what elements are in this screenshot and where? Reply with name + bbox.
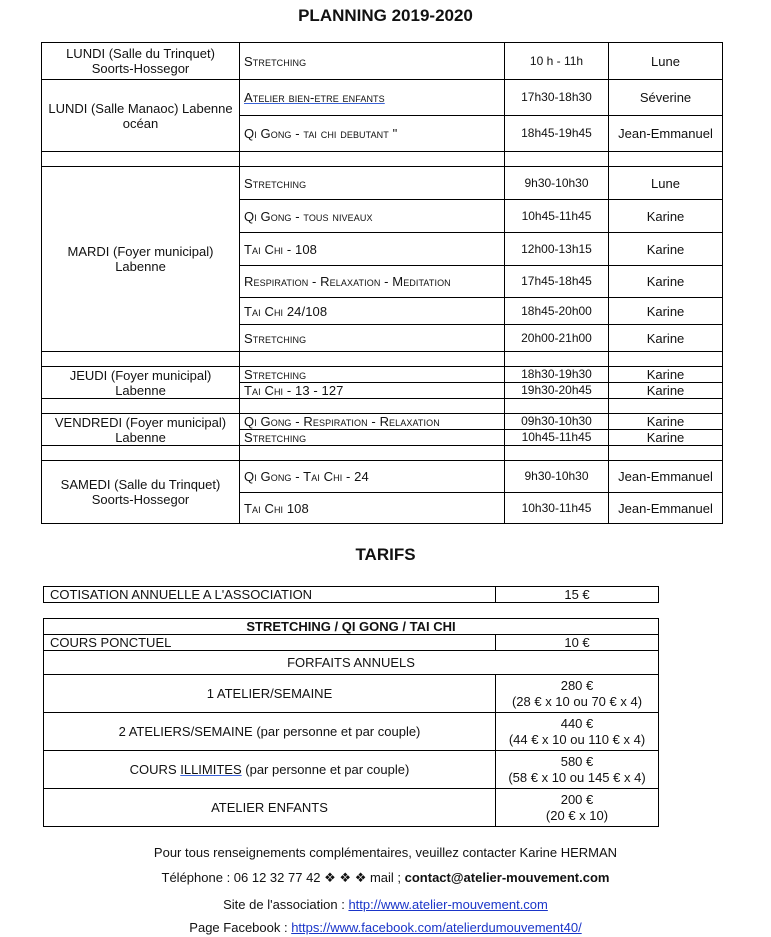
email-link[interactable]: contact@atelier-mouvement.com bbox=[404, 870, 610, 885]
teacher-cell: Jean-Emmanuel bbox=[609, 461, 723, 493]
forfait-price-cell bbox=[496, 675, 659, 713]
activity-cell: Qi Gong - Respiration - Relaxation bbox=[240, 414, 505, 430]
activity-cell bbox=[240, 80, 505, 116]
forfait-price: 580 € bbox=[560, 753, 594, 769]
day-cell: MARDI (Foyer municipal) Labenne bbox=[42, 167, 240, 352]
forfait-price: 440 € bbox=[560, 715, 594, 731]
forfait-label bbox=[44, 751, 496, 789]
site-line bbox=[0, 897, 771, 912]
activity-cell: Stretching bbox=[240, 367, 505, 383]
forfaits-label: FORFAITS ANNUELS bbox=[44, 651, 659, 675]
teacher-cell: Séverine bbox=[609, 80, 723, 116]
table-row bbox=[42, 80, 723, 116]
table-row bbox=[44, 675, 659, 713]
tarifs-table bbox=[43, 618, 659, 827]
activity-cell: Stretching bbox=[240, 167, 505, 200]
ponctuel-price: 10 € bbox=[496, 635, 659, 651]
activity-cell: Qi Gong - tai chi debutant " bbox=[240, 116, 505, 152]
forfait-detail: (20 € x 10) bbox=[545, 807, 609, 823]
forfait-price: 280 € bbox=[560, 677, 594, 693]
tarifs-title: TARIFS bbox=[355, 545, 416, 564]
table-row bbox=[44, 635, 659, 651]
forfait-detail: (58 € x 10 ou 145 € x 4) bbox=[508, 769, 646, 785]
time-cell: 18h30-19h30 bbox=[505, 367, 609, 383]
teacher-cell: Karine bbox=[609, 430, 723, 446]
facebook-label: Page Facebook : bbox=[189, 920, 292, 935]
facebook-line bbox=[0, 920, 771, 935]
tarifs-header: STRETCHING / QI GONG / TAI CHI bbox=[44, 619, 659, 635]
table-row bbox=[42, 414, 723, 430]
table-row bbox=[44, 789, 659, 827]
day-cell: LUNDI (Salle du Trinquet) Soorts-Hossegor bbox=[42, 43, 240, 80]
spacer-row bbox=[42, 352, 723, 367]
forfait-price-cell bbox=[496, 789, 659, 827]
activity-cell: Tai Chi 24/108 bbox=[240, 298, 505, 325]
diamond-icons: ❖ ❖ ❖ bbox=[324, 870, 367, 885]
forfait-label-part: COURS bbox=[129, 762, 181, 777]
activity-cell: Tai Chi 108 bbox=[240, 493, 505, 524]
teacher-cell: Lune bbox=[609, 167, 723, 200]
forfait-label: 2 ATELIERS/SEMAINE (par personne et par couple) bbox=[44, 713, 496, 751]
activity-cell: Tai Chi - 13 - 127 bbox=[240, 383, 505, 399]
teacher-cell: Lune bbox=[609, 43, 723, 80]
planning-table bbox=[41, 42, 723, 524]
day-cell: JEUDI (Foyer municipal) Labenne bbox=[42, 367, 240, 399]
activity-cell: Qi Gong - tous niveaux bbox=[240, 200, 505, 233]
forfait-label-part: (par personne et par couple) bbox=[241, 762, 410, 777]
contact-line bbox=[0, 870, 771, 886]
table-row bbox=[44, 651, 659, 675]
teacher-cell: Karine bbox=[609, 383, 723, 399]
activity-cell: Stretching bbox=[240, 430, 505, 446]
forfait-label-part: ILLIMITES bbox=[180, 762, 242, 777]
forfait-label: ATELIER ENFANTS bbox=[44, 789, 496, 827]
mail-label: mail ; bbox=[366, 870, 405, 885]
forfait-price-cell bbox=[496, 713, 659, 751]
cotisation-price: 15 € bbox=[496, 587, 659, 603]
teacher-cell: Karine bbox=[609, 414, 723, 430]
spacer-row bbox=[42, 152, 723, 167]
table-row bbox=[42, 43, 723, 80]
facebook-link[interactable]: https://www.facebook.com/atelierdumouvement40/ bbox=[291, 920, 582, 935]
time-cell: 9h30-10h30 bbox=[505, 167, 609, 200]
planning-title: PLANNING 2019-2020 bbox=[298, 6, 473, 25]
activity-cell: Respiration - Relaxation - Meditation bbox=[240, 266, 505, 298]
teacher-cell: Jean-Emmanuel bbox=[609, 493, 723, 524]
time-cell: 18h45-20h00 bbox=[505, 298, 609, 325]
table-row bbox=[44, 713, 659, 751]
day-cell: VENDREDI (Foyer municipal) Labenne bbox=[42, 414, 240, 446]
teacher-cell: Karine bbox=[609, 200, 723, 233]
site-label: Site de l'association : bbox=[223, 897, 349, 912]
time-cell: 9h30-10h30 bbox=[505, 461, 609, 493]
day-cell: LUNDI (Salle Manaoc) Labenne océan bbox=[42, 80, 240, 152]
time-cell: 10h30-11h45 bbox=[505, 493, 609, 524]
teacher-cell: Karine bbox=[609, 298, 723, 325]
table-row bbox=[42, 167, 723, 200]
activity-cell: Stretching bbox=[240, 325, 505, 352]
teacher-cell: Karine bbox=[609, 266, 723, 298]
cotisation-table bbox=[43, 586, 659, 603]
activity-cell: Tai Chi - 108 bbox=[240, 233, 505, 266]
table-row bbox=[42, 367, 723, 383]
table-row bbox=[44, 587, 659, 603]
cotisation-label: COTISATION ANNUELLE A L'ASSOCIATION bbox=[44, 587, 496, 603]
phone-label: Téléphone : 06 12 32 77 42 bbox=[161, 870, 325, 885]
time-cell: 18h45-19h45 bbox=[505, 116, 609, 152]
forfait-label: 1 ATELIER/SEMAINE bbox=[44, 675, 496, 713]
activity-cell: Stretching bbox=[240, 43, 505, 80]
time-cell: 10 h - 11h bbox=[505, 43, 609, 80]
forfait-detail: (44 € x 10 ou 110 € x 4) bbox=[508, 731, 646, 747]
teacher-cell: Jean-Emmanuel bbox=[609, 116, 723, 152]
time-cell: 19h30-20h45 bbox=[505, 383, 609, 399]
spacer-row bbox=[42, 399, 723, 414]
table-row bbox=[44, 751, 659, 789]
time-cell: 12h00-13h15 bbox=[505, 233, 609, 266]
forfait-detail: (28 € x 10 ou 70 € x 4) bbox=[511, 693, 643, 709]
table-row bbox=[42, 461, 723, 493]
table-row bbox=[44, 619, 659, 635]
time-cell: 17h30-18h30 bbox=[505, 80, 609, 116]
info-line: Pour tous renseignements complémentaires, veuillez contacter Karine HERMAN bbox=[153, 845, 618, 860]
time-cell: 10h45-11h45 bbox=[505, 200, 609, 233]
time-cell: 09h30-10h30 bbox=[505, 414, 609, 430]
time-cell: 20h00-21h00 bbox=[505, 325, 609, 352]
forfait-price-cell bbox=[496, 751, 659, 789]
forfait-price: 200 € bbox=[560, 791, 594, 807]
activity-text: Atelier bien-etre enfants bbox=[244, 90, 385, 105]
day-cell: SAMEDI (Salle du Trinquet) Soorts-Hossegor bbox=[42, 461, 240, 524]
activity-cell: Qi Gong - Tai Chi - 24 bbox=[240, 461, 505, 493]
site-link[interactable]: http://www.atelier-mouvement.com bbox=[348, 897, 548, 912]
teacher-cell: Karine bbox=[609, 233, 723, 266]
spacer-row bbox=[42, 446, 723, 461]
teacher-cell: Karine bbox=[609, 367, 723, 383]
time-cell: 10h45-11h45 bbox=[505, 430, 609, 446]
teacher-cell: Karine bbox=[609, 325, 723, 352]
ponctuel-label: COURS PONCTUEL bbox=[44, 635, 496, 651]
time-cell: 17h45-18h45 bbox=[505, 266, 609, 298]
